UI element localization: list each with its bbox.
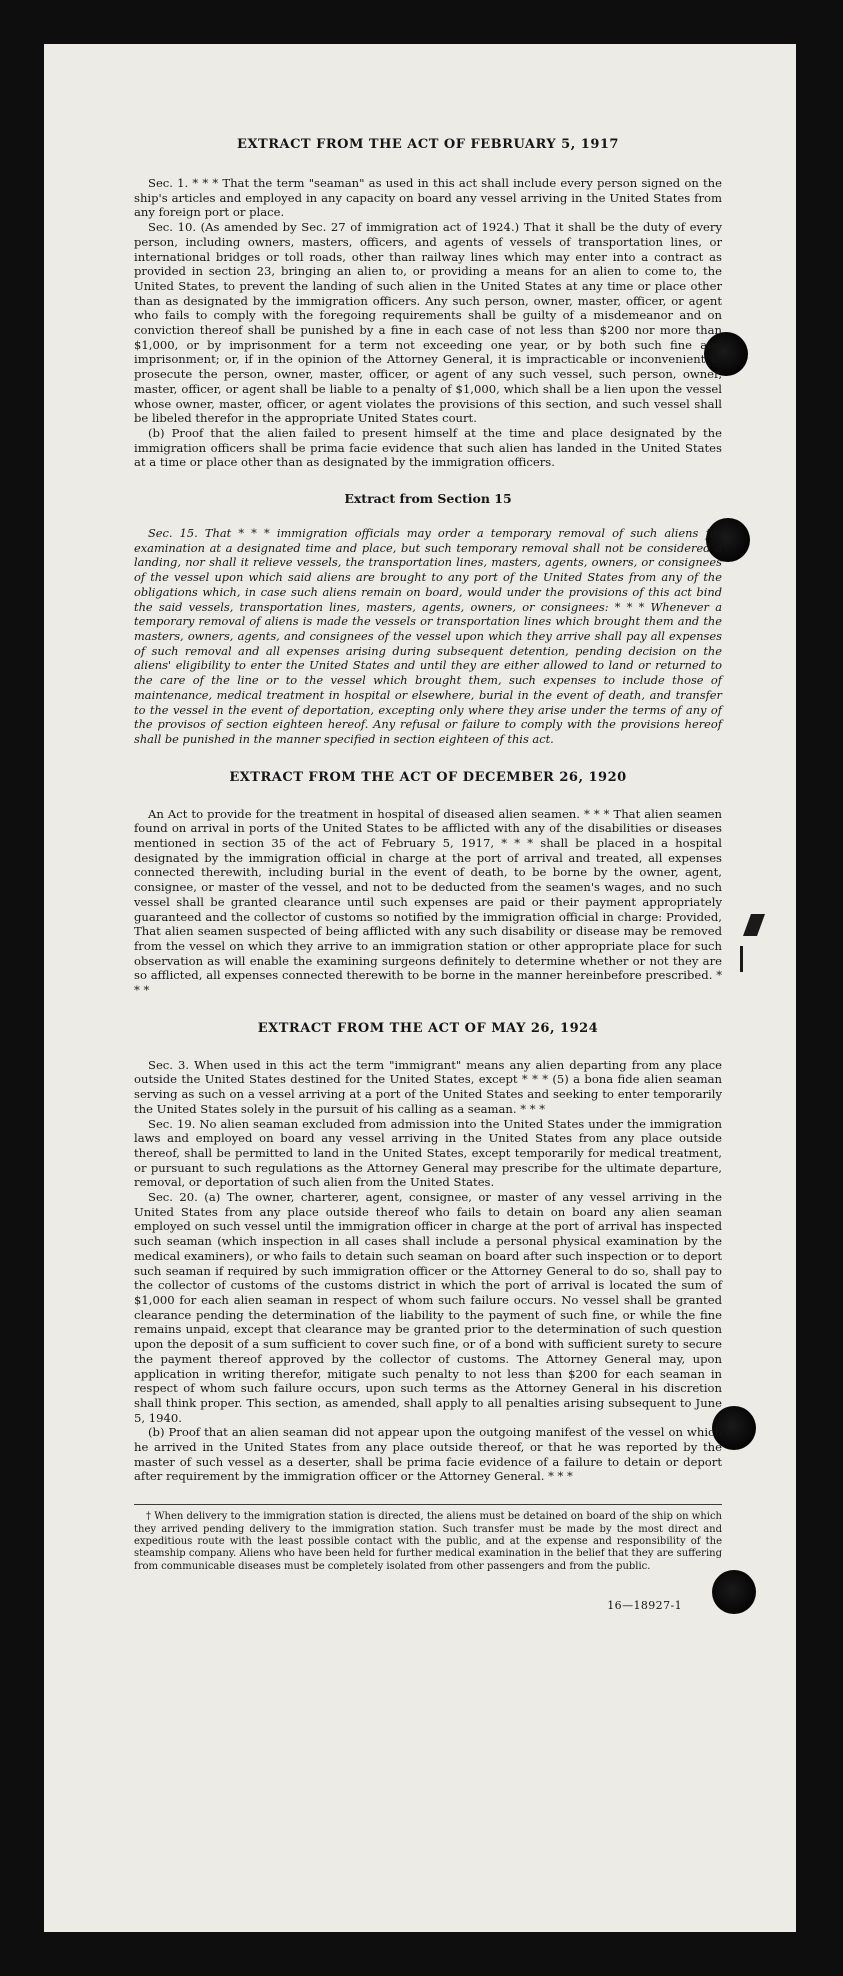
- document-page: [44, 44, 796, 1932]
- ink-mark: [740, 946, 743, 972]
- heading-act-1924: EXTRACT FROM THE ACT OF MAY 26, 1924: [257, 1020, 599, 1036]
- heading-section-15: Extract from Section 15: [344, 491, 512, 507]
- paragraph: Sec. 19. No alien seaman excluded from admission into the United States under the immigration laws and employed on board any vessel arriving in the United States from any place outside thereof, shall be permitted to land in the United States, except temporarily for medical treatment, or pursuant to such regulations as the Attorney General may prescribe for the ultimate departure, removal, or deportation of such alien from the United States.: [134, 1116, 722, 1190]
- paragraph: (b) Proof that the alien failed to present himself at the time and place designated by the immigration officers shall be prima facie evidence that such alien has landed in the United States at a time or place other than as designated by the immigration officers.: [134, 425, 722, 470]
- document-body: [134, 136, 722, 1612]
- paragraph: Sec. 20. (a) The owner, charterer, agent, consignee, or master of any vessel arriving in the United States from any place outside thereof who fails to detain on board any alien seaman employed on such vessel until the immigration officer in charge at the port of arrival has inspected such seaman (which inspection in all cases shall include a personal physical examination by the medical examiners), or who fails to detain such seaman on board after such inspection or to deport such seaman if required by such immigration officer or the Attorney General to do so, shall pay to the collector of customs of the customs district in which the port of arrival is located the sum of $1,000 for each alien seaman in respect of whom such failure occurs. No vessel shall be granted clearance pending the determination of the liability to the payment of such fine, or while the fine remains unpaid, except that clearance may be granted prior to the determination of such question upon the deposit of a sum sufficient to cover such fine, or of a bond with sufficient surety to secure the payment thereof approved by the collector of customs. The Attorney General may, upon application in writing therefor, mitigate such penalty to not less than $200 for each seaman in respect of whom such failure occurs, upon such terms as the Attorney General in his discretion shall think proper. This section, as amended, shall apply to all penalties arising subsequent to June 5, 1940.: [134, 1190, 722, 1425]
- heading-act-1917: EXTRACT FROM THE ACT OF FEBRUARY 5, 1917: [237, 137, 619, 152]
- footnote: † When delivery to the immigration station is directed, the aliens must be detained on board of the ship on which they arrived pending delivery to the immigration station. Such transfer must be made by the most direct and expeditious route with the least possible contact with the public, and at the expense and responsibility of the steamship company. Aliens who have been held for further medical examination in the belief that they are suffering from communicable diseases must be completely isolated from other passengers and from the public.: [134, 1511, 722, 1572]
- footnote-divider: [134, 1504, 722, 1505]
- paragraph: Sec. 10. (As amended by Sec. 27 of immigration act of 1924.) That it shall be the duty of every person, including owners, masters, officers, and agents of vessels of transportation lines, or international bridges or toll roads, other than railway lines which may enter into a contract as provided in section 23, bringing an alien to, or providing a means for an alien to come to, the United States, to prevent the landing of such alien in the United States at any time or place other than as designated by the immigration officers. Any such person, owner, master, officer, or agent who fails to comply with the foregoing requirements shall be guilty of a misdemeanor and on conviction thereof shall be punished by a fine in each case of not less than $200 nor more than $1,000, or by imprisonment for a term not exceeding one year, or by both such fine and imprisonment; or, if in the opinion of the Attorney General, it is impracticable or inconvenient to prosecute the person, owner, master, officer, or agent of any such vessel, such person, owner, master, officer, or agent shall be liable to a penalty of $1,000, which shall be a lien upon the vessel whose owner, master, officer, or agent violates the provisions of this section, and such vessel shall be libeled therefor in the appropriate United States court.: [134, 220, 722, 426]
- paragraph: Sec. 1. * * * That the term "seaman" as used in this act shall include every person signed on the ship's articles and employed in any capacity on board any vessel arriving in the United States from any foreign port or place.: [134, 176, 722, 220]
- paragraph: An Act to provide for the treatment in hospital of diseased alien seamen. * * * That alien seamen found on arrival in ports of the United States to be afflicted with any of the disabilities or diseases mentioned in section 35 of the act of February 5, 1917, * * * shall be placed in a hospital designated by the immigration official in charge at the port of arrival and treated, all expenses connected therewith, including burial in the event of death, to be borne by the owner, agent, consignee, or master of the vessel, and not to be deducted from the seamen's wages, and no such vessel shall be granted clearance until such expenses are paid or their payment appropriately guaranteed and the collector of customs so notified by the immigration official in charge: Provided, That alien seamen suspected of being afflicted with any such disability or disease may be removed from the vessel on which they arrive to an immigration station or other appropriate place for such observation as will enable the examining surgeons definitely to determine whether or not they are so afflicted, all expenses connected therewith to be borne in the manner hereinbefore prescribed. * * *: [134, 806, 722, 998]
- heading-act-1920: EXTRACT FROM THE ACT OF DECEMBER 26, 1920: [229, 769, 627, 785]
- paragraph: (b) Proof that an alien seaman did not appear upon the outgoing manifest of the vessel on which he arrived in the United States from any place outside thereof, or that he was reported by the master of such vessel as a deserter, shall be prima facie evidence of a failure to detain or deport after requirement by the immigration officer or the Attorney General. * * *: [134, 1425, 722, 1484]
- paragraph: Sec. 3. When used in this act the term "immigrant" means any alien departing from any place outside the United States destined for the United States, except * * * (5) a bona fide alien seaman serving as such on a vessel arriving at a port of the United States and seeking to enter temporarily the United States solely in the pursuit of his calling as a seaman. * * *: [134, 1057, 722, 1116]
- ink-mark: [743, 914, 765, 936]
- paragraph: Sec. 15. That * * * immigration officials may order a temporary removal of such aliens for examination at a designated time and place, but such temporary removal shall not be considered a landing, nor shall it relieve vessels, the transportation lines, masters, agents, owners, or consignees of the vessel upon which said aliens are brought to any port of the United States from any of the obligations which, in case such aliens remain on board, would under the provisions of this act bind the said vessels, transportation lines, masters, agents, owners, or consignees: * * * Whenever a temporary removal of aliens is made the vessels or transportation lines which brought them and the masters, owners, agents, and consignees of the vessel upon which they arrive shall pay all expenses of such removal and all expenses arising during subsequent detention, pending decision on the aliens' eligibility to enter the United States and until they are either allowed to land or returned to the care of the line or to the vessel which brought them, such expenses to include those of maintenance, medical treatment in hospital or elsewhere, burial in the event of death, and transfer to the vessel in the event of deportation, excepting only where they arise under the terms of any of the provisos of section eighteen hereof. Any refusal or failure to comply with the provisions hereof shall be punished in the manner specified in section eighteen of this act.: [134, 526, 722, 746]
- form-code: 16—18927-1: [607, 1599, 682, 1613]
